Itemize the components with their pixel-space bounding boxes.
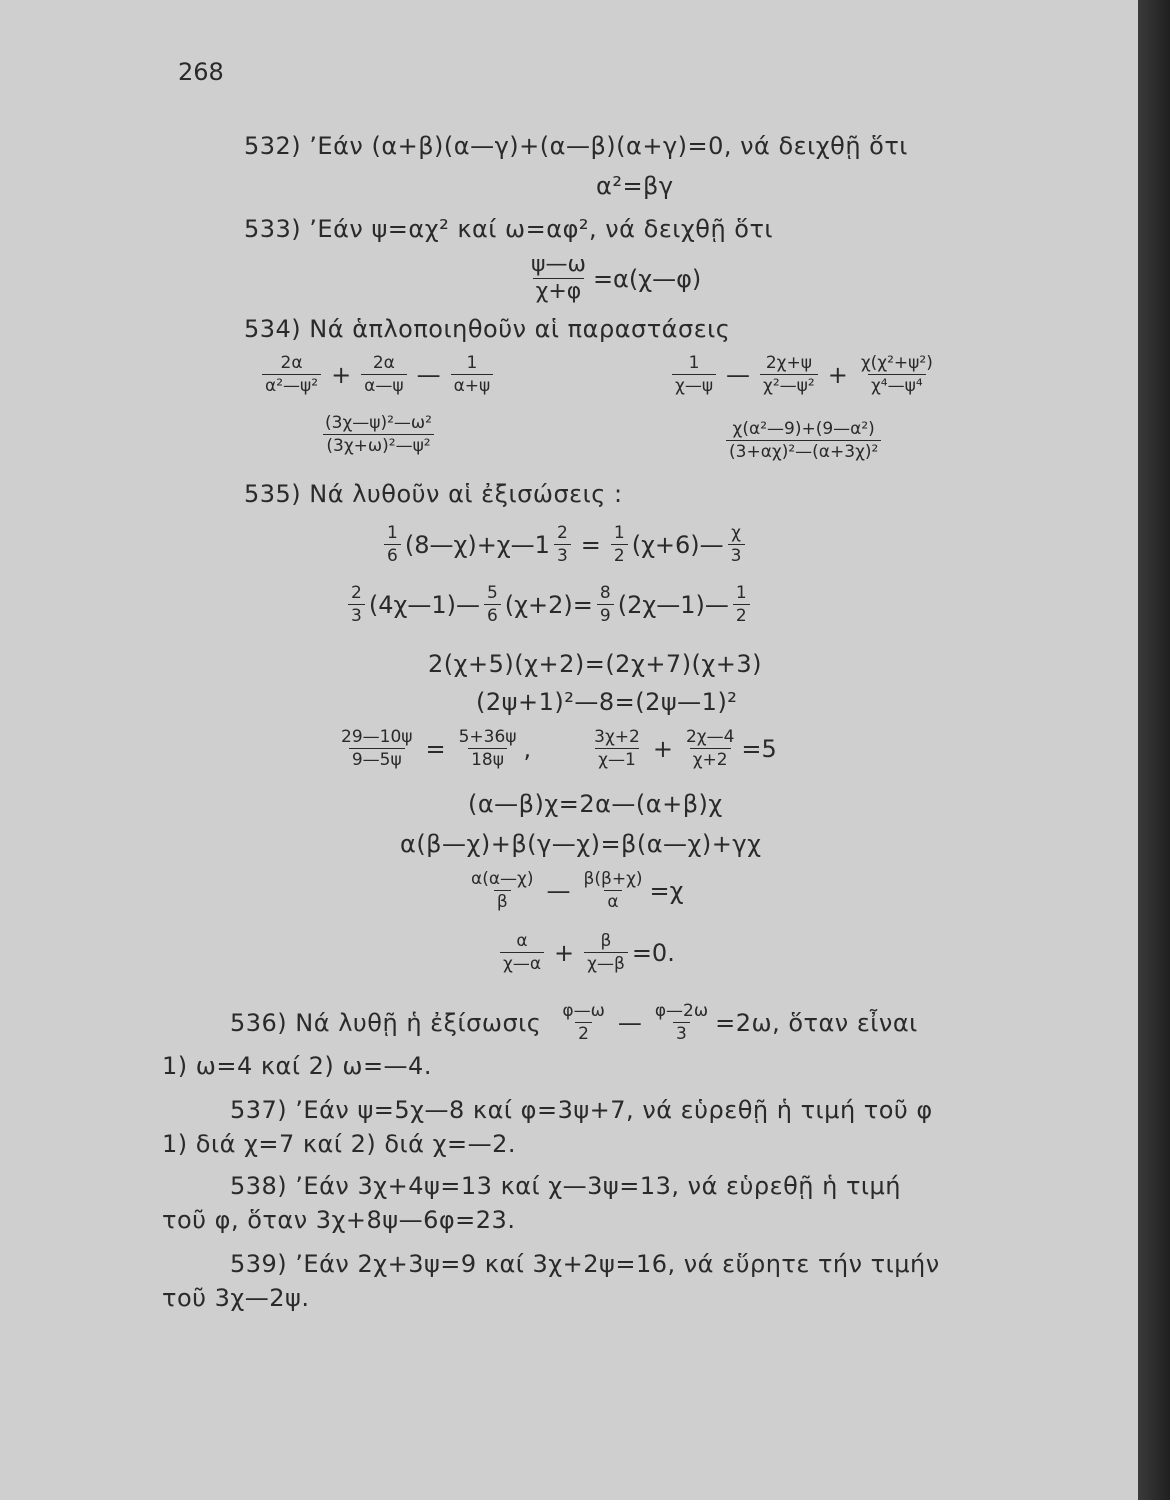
problem-532: 532) ’Εάν (α+β)(α—γ)+(α—β)(α+γ)=0, νά δειχθῇ ὅτι [244,132,908,160]
fraction: $\frac{1}{\alpha+\psi}$ [451,352,494,397]
problem-533: 533) ’Εάν ψ=αχ² καί ω=αφ², νά δειχθῇ ὅτι [244,215,774,243]
problem-538: 538) ’Εάν 3χ+4ψ=13 καί χ—3ψ=13, νά εὑρεθῇ ἡ τιμή [230,1172,901,1200]
fraction: $\frac{\varphi—2\omega}{3}$ [654,1001,709,1044]
problem-536: 536) Νά λυθῇ ἡ ἐξίσωσις $\frac{\varphi—\omega}{2}$ — $\frac{\varphi—2\omega}{3}$ =2ω, ὅταν εἶναι [230,1001,918,1044]
problem-532-result: α²=βγ [596,172,674,200]
problem-533-formula: $\frac{\psi—\omega}{\chi+\varphi}$ =α(χ—φ) [524,252,701,305]
fraction: $\frac{29—10\psi}{9—5\psi}$ [341,727,413,770]
expression-3 [318,412,439,457]
problem-537: 537) ’Εάν ψ=5χ—8 καί φ=3ψ+7, νά εὑρεθῇ ἡ τιμή τοῦ φ [230,1096,933,1124]
book-spine-edge [1138,0,1170,1500]
equation-5: $\frac{29—10\psi}{9—5\psi}$ = $\frac{5+36\psi}{18\psi}$ , $\frac{3\chi+2}{\chi—1}$ + $\frac{2\chi—4}{\chi+2}$ =5 [334,726,777,771]
fraction: $\frac{\varphi—\omega}{2}$ [562,1001,605,1044]
fraction: $\frac{\psi—\omega}{\chi+\varphi}$ [531,252,586,304]
fraction: $\frac{\text{(3χ—ψ)²—ω²}}{\text{(3χ+ω)²—ψ²}}$ [325,413,432,456]
fraction: $\frac{5+36\psi}{18\psi}$ [458,727,517,770]
equation-3: 2(χ+5)(χ+2)=(2χ+7)(χ+3) [428,650,763,678]
equation-8: $\frac{\alpha(\alpha—\chi)}{\beta}$ — $\frac{\beta(\beta+\chi)}{\alpha}$ =χ [464,868,684,913]
fraction: $\frac{\alpha(\alpha—\chi)}{\beta}$ [471,869,534,912]
expression-2: $\frac{1}{\chi—\psi}$ — $\frac{2\chi+\psi}{\text{χ²—ψ²}}$ + $\frac{\text{χ(χ²+ψ²)}}{\text{χ⁴—ψ⁴}}$ [668,352,940,397]
page-number: 268 [178,58,224,86]
fraction: $\frac{\beta}{\chi—\beta}$ [584,930,628,975]
fraction: $\frac{1}{6}$ [384,522,401,567]
fraction: $\frac{1}{\chi—\psi}$ [672,352,716,397]
problem-539-line2: τοῦ 3χ—2ψ. [162,1284,310,1312]
fraction: $\frac{\text{χ(α²—9)+(9—α²)}}{\text{(3+αχ)²—(α+3χ)²}}$ [726,418,881,463]
problem-534: 534) Νά ἁπλοποιηθοῦν αἱ παραστάσεις [244,315,731,343]
equation-1: $\frac{1}{6}$ (8—χ)+χ—1 $\frac{2}{3}$ = $\frac{1}{2}$ (χ+6)— $\frac{\chi}{3}$ [380,522,749,567]
fraction: $\frac{2\chi—4}{\chi+2}$ [685,727,735,770]
equation-9: $\frac{\alpha}{\chi—\alpha}$ + $\frac{\beta}{\chi—\beta}$ =0. [496,930,675,975]
fraction: $\frac{5}{6}$ [484,582,501,627]
expression-1: $\frac{2\alpha}{\text{α²—ψ²}}$ + $\frac{2\alpha}{\alpha—\psi}$ — $\frac{1}{\alpha+\psi}$ [258,352,497,397]
fraction: $\frac{1}{2}$ [611,522,628,567]
expression-4 [722,418,885,463]
fraction: $\frac{2}{3}$ [348,582,365,627]
fraction: $\frac{\beta(\beta+\chi)}{\alpha}$ [583,869,643,912]
fraction: $\frac{\chi}{3}$ [728,522,745,567]
equation-2: $\frac{2}{3}$ (4χ—1)— $\frac{5}{6}$ (χ+2)= $\frac{8}{9}$ (2χ—1)— $\frac{1}{2}$ [344,582,754,627]
fraction: $\frac{1}{2}$ [733,582,750,627]
fraction: $\frac{\text{χ(χ²+ψ²)}}{\text{χ⁴—ψ⁴}}$ [860,353,933,396]
fraction: $\frac{2\chi+\psi}{\text{χ²—ψ²}}$ [760,352,818,397]
problem-539: 539) ’Εάν 2χ+3ψ=9 καί 3χ+2ψ=16, νά εὕρητε τήν τιμήν [230,1250,940,1278]
fraction: $\frac{2}{3}$ [554,522,571,567]
equation-4: (2ψ+1)²—8=(2ψ—1)² [476,688,738,716]
problem-535: 535) Νά λυθοῦν αἱ ἐξισώσεις : [244,480,623,508]
fraction: $\frac{\alpha}{\chi—\alpha}$ [500,930,544,975]
problem-538-line2: τοῦ φ, ὅταν 3χ+8ψ—6φ=23. [162,1206,516,1234]
fraction: $\frac{8}{9}$ [597,582,614,627]
equation-7: α(β—χ)+β(γ—χ)=β(α—χ)+γχ [400,830,762,858]
problem-536-line2: 1) ω=4 καί 2) ω=—4. [162,1052,432,1080]
fraction: $\frac{3\chi+2}{\chi—1}$ [594,727,640,770]
fraction: $\frac{2\alpha}{\text{α²—ψ²}}$ [262,352,321,397]
fraction: $\frac{2\alpha}{\alpha—\psi}$ [361,352,406,397]
problem-537-line2: 1) διά χ=7 καί 2) διά χ=—2. [162,1130,516,1158]
equation-6: (α—β)χ=2α—(α+β)χ [468,790,723,818]
